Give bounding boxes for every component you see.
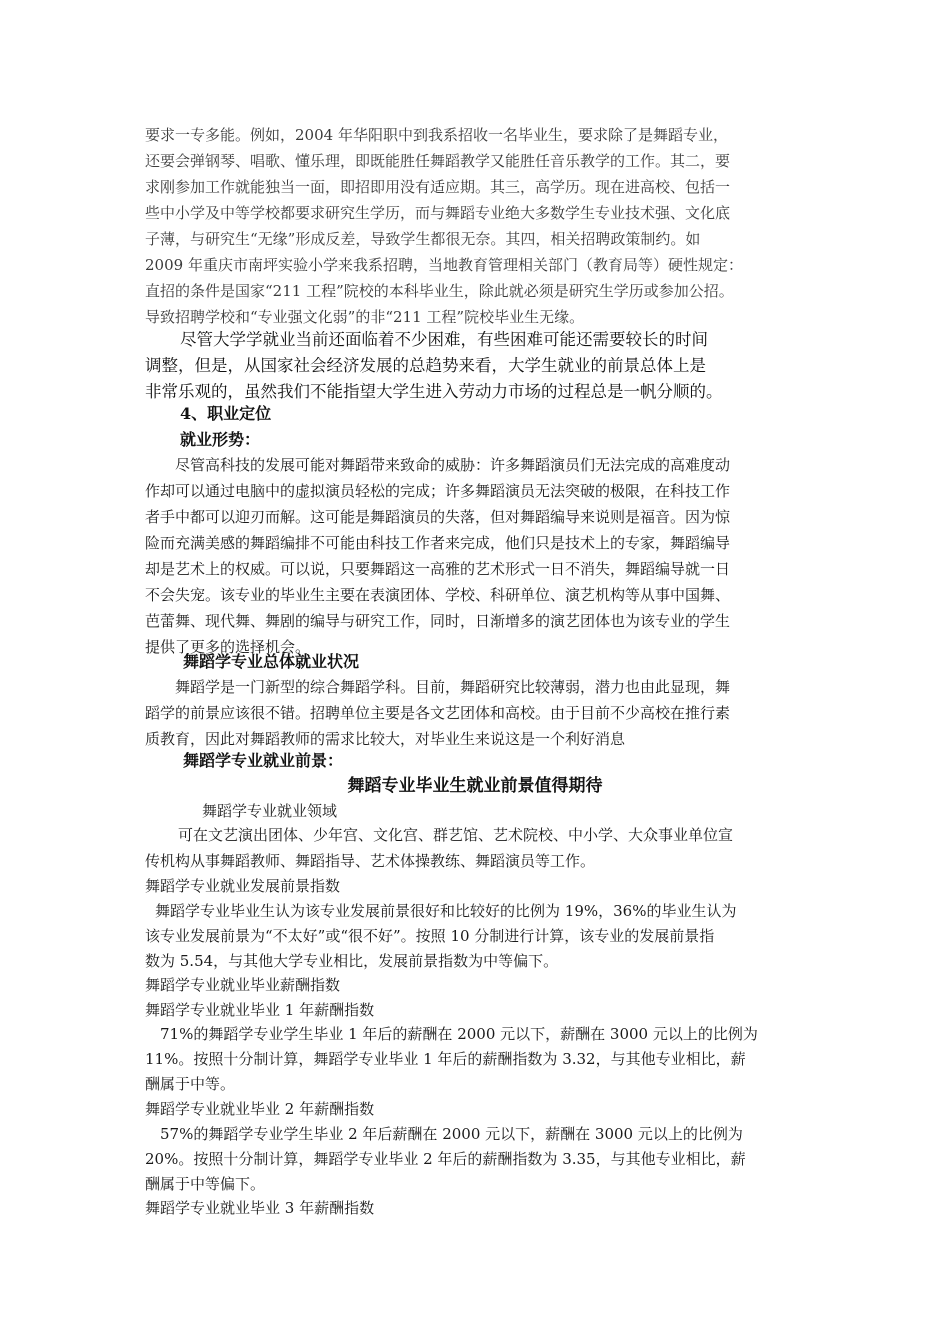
heading-employment-prospects: 舞蹈学专业就业前景： [183,751,344,770]
paragraph-6-line-3: 数为 5.54，与其他大学专业相比，发展前景指数为中等偏下。 [145,952,559,970]
paragraph-6-line-2: 该专业发展前景为“不太好”或“很不好”。按照 10 分制进行计算，该专业的发展前景指 [145,927,715,945]
paragraph-1-line-3: 求刚参加工作就能独当一面，即招即用没有适应期。其三，高学历。现在进高校、包括一 [145,178,731,196]
paragraph-7-line-1: 71%的舞蹈学专业学生毕业 1 年后的薪酬在 2000 元以下，薪酬在 3000 元以上的比例为 [160,1025,758,1043]
paragraph-7-line-2: 11%。按照十分制计算，舞蹈学专业毕业 1 年后的薪酬指数为 3.32，与其他专业相比，薪 [145,1050,746,1068]
paragraph-8-line-1: 57%的舞蹈学专业学生毕业 2 年后薪酬在 2000 元以下，薪酬在 3000 元以上的比例为 [160,1125,743,1143]
paragraph-1-line-7: 直招的条件是国家“211 工程”院校的本科毕业生，除此就必须是研究生学历或参加公招。 [145,282,734,300]
paragraph-8-line-2: 20%。按照十分制计算，舞蹈学专业毕业 2 年后的薪酬指数为 3.35，与其他专业相比，薪 [145,1150,746,1168]
subheading-prospect-index: 舞蹈学专业就业发展前景指数 [145,877,341,895]
paragraph-3-line-6: 不会失宠。该专业的毕业生主要在表演团体、学校、科研单位、演艺机构等从事中国舞、 [145,586,731,604]
paragraph-3-line-7: 芭蕾舞、现代舞、舞剧的编导与研究工作，同时，日渐增多的演艺团体也为该专业的学生 [145,612,731,630]
subheading-salary-year-2: 舞蹈学专业就业毕业 2 年薪酬指数 [145,1100,375,1118]
heading-career-positioning: 4、职业定位 [180,404,272,423]
subheading-salary-year-3: 舞蹈学专业就业毕业 3 年薪酬指数 [145,1199,375,1217]
paragraph-7-line-3: 酬属于中等。 [145,1075,236,1093]
paragraph-3-line-1: 尽管高科技的发展可能对舞蹈带来致命的威胁：许多舞蹈演员们无法完成的高难度动 [175,456,731,474]
paragraph-1-line-2: 还要会弹钢琴、唱歌、懂乐理，即既能胜任舞蹈教学又能胜任音乐教学的工作。其二，要 [145,152,731,170]
paragraph-3-line-8: 提供了更多的选择机会。 [145,638,311,656]
subheading-salary-year-1: 舞蹈学专业就业毕业 1 年薪酬指数 [145,1001,375,1019]
paragraph-2-line-2: 调整，但是，从国家社会经济发展的总趋势来看，大学生就业的前景总体上是 [145,356,706,375]
paragraph-1-line-5: 子薄，与研究生“无缘”形成反差，导致学生都很无奈。其四，相关招聘政策制约。如 [145,230,701,248]
paragraph-4-line-1: 舞蹈学是一门新型的综合舞蹈学科。目前，舞蹈研究比较薄弱，潜力也由此显现，舞 [175,678,731,696]
paragraph-3-line-4: 险而充满美感的舞蹈编排不可能由科技工作者来完成，他们只是技术上的专家，舞蹈编导 [145,534,731,552]
centered-title: 舞蹈专业毕业生就业前景值得期待 [347,776,603,796]
paragraph-5-line-2: 传机构从事舞蹈教师、舞蹈指导、艺术体操教练、舞蹈演员等工作。 [145,852,596,870]
paragraph-4-line-3: 质教育，因此对舞蹈教师的需求比较大，对毕业生来说这是一个利好消息 [145,730,626,748]
paragraph-3-line-2: 作却可以通过电脑中的虚拟演员轻松的完成；许多舞蹈演员无法突破的极限，在科技工作 [145,482,731,500]
paragraph-6-line-1: 舞蹈学专业毕业生认为该专业发展前景很好和比较好的比例为 19%，36%的毕业生认为 [155,902,737,920]
paragraph-1-line-6: 2009 年重庆市南坪实验小学来我系招聘，当地教育管理相关部门（教育局等）硬性规定： [145,256,743,274]
heading-overall-employment: 舞蹈学专业总体就业状况 [183,652,360,671]
paragraph-2-line-1: 尽管大学学就业当前还面临着不少困难，有些困难可能还需要较长的时间 [180,330,708,349]
subheading-salary-index: 舞蹈学专业就业毕业薪酬指数 [145,976,341,994]
paragraph-3-line-5: 却是艺术上的权威。可以说，只要舞蹈这一高雅的艺术形式一日不消失，舞蹈编导就一日 [145,560,731,578]
paragraph-5-line-1: 可在文艺演出团体、少年宫、文化宫、群艺馆、艺术院校、中小学、大众事业单位宣 [178,826,734,844]
paragraph-4-line-2: 蹈学的前景应该很不错。招聘单位主要是各文艺团体和高校。由于目前不少高校在推行素 [145,704,731,722]
paragraph-1-line-1: 要求一专多能。例如，2004 年华阳职中到我系招收一名毕业生，要求除了是舞蹈专业， [145,126,728,144]
paragraph-3-line-3: 者手中都可以迎刃而解。这可能是舞蹈演员的失落，但对舞蹈编导来说则是福音。因为惊 [145,508,731,526]
paragraph-2-line-3: 非常乐观的，虽然我们不能指望大学生进入劳动力市场的过程总是一帆分顺的。 [145,382,723,401]
paragraph-8-line-3: 酬属于中等偏下。 [145,1175,266,1193]
paragraph-1-line-4: 些中小学及中等学校都要求研究生学历，而与舞蹈专业绝大多数学生专业技术强、文化底 [145,204,731,222]
paragraph-1-line-8: 导致招聘学校和“专业强文化弱”的非“211 工程”院校毕业生无缘。 [145,308,585,326]
heading-employment-situation: 就业形势： [180,430,261,449]
subheading-employment-fields: 舞蹈学专业就业领域 [202,802,338,820]
